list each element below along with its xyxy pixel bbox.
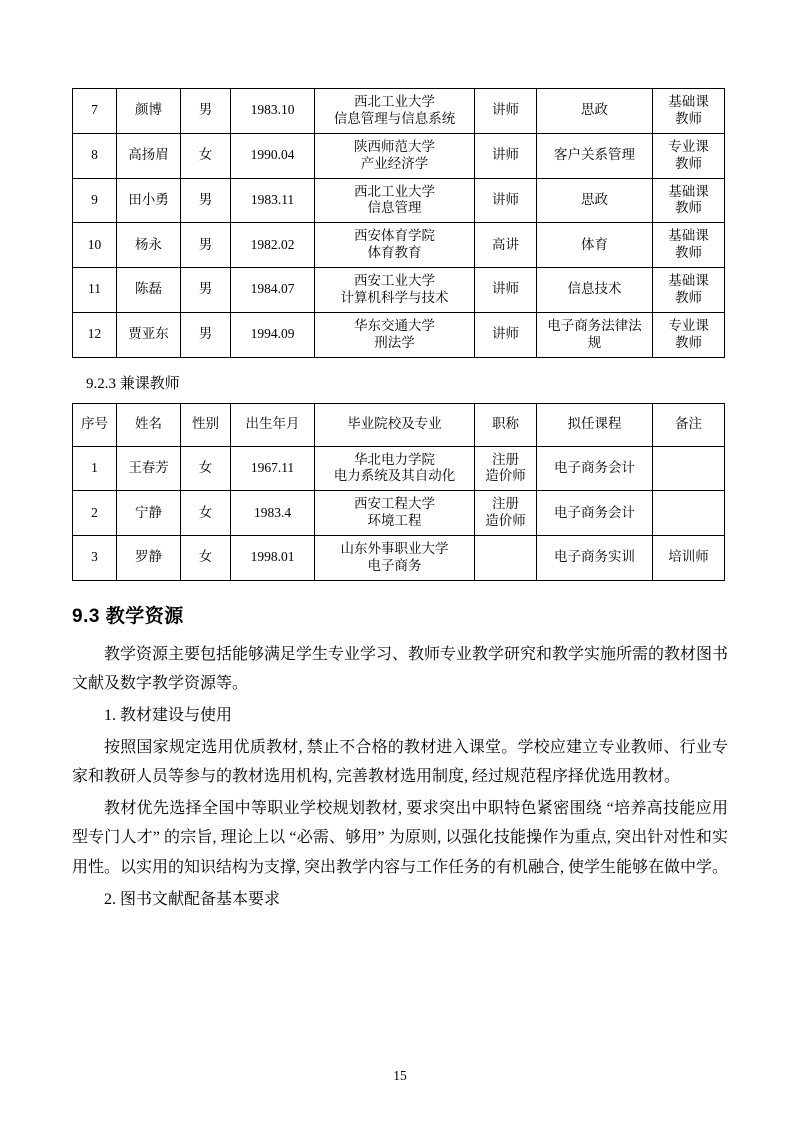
cell-birth: 1983.4	[231, 491, 315, 536]
cell-course: 电子商务法律法 规	[537, 312, 653, 357]
cell-title: 注册 造价师	[475, 446, 537, 491]
teachers-table-continued	[72, 88, 725, 358]
cell-name: 罗静	[117, 536, 181, 581]
cell-birth: 1967.11	[231, 446, 315, 491]
section-heading-9-3: 9.3 教学资源	[72, 605, 184, 627]
header-school: 毕业院校及专业	[315, 403, 475, 446]
table-row	[73, 446, 725, 491]
cell-course: 电子商务会计	[537, 491, 653, 536]
cell-school: 西北工业大学 信息管理	[315, 178, 475, 223]
cell-title: 讲师	[475, 178, 537, 223]
cell-school: 华北电力学院 电力系统及其自动化	[315, 446, 475, 491]
cell-remark: 基础课 教师	[653, 178, 725, 223]
table-row	[73, 268, 725, 313]
header-gender: 性别	[181, 403, 231, 446]
cell-name: 宁静	[117, 491, 181, 536]
table-row	[73, 133, 725, 178]
item-1-paragraph-2: 教材优先选择全国中等职业学校规划教材, 要求突出中职特色紧密围绕 “培养高技能应用型专门人才” 的宗旨, 理论上以 “必需、够用” 为原则, 以强化技能操作为重点, 突出针对性和实用性。以实用的知识结构为支撑, 突出教学内容与工作任务的有机融合, 使学生能够在做中学。	[72, 799, 729, 876]
cell-course: 思政	[537, 178, 653, 223]
page-number: 15	[393, 1068, 407, 1083]
cell-remark	[653, 491, 725, 536]
cell-gender: 男	[181, 178, 231, 223]
cell-gender: 女	[181, 491, 231, 536]
cell-school: 华东交通大学 刑法学	[315, 312, 475, 357]
cell-birth: 1990.04	[231, 133, 315, 178]
cell-title: 讲师	[475, 89, 537, 134]
cell-no: 7	[73, 89, 117, 134]
cell-no: 8	[73, 133, 117, 178]
table-row	[73, 89, 725, 134]
cell-remark: 专业课 教师	[653, 312, 725, 357]
cell-remark: 培训师	[653, 536, 725, 581]
cell-name: 田小勇	[117, 178, 181, 223]
header-title: 职称	[475, 403, 537, 446]
parttime-teachers-table	[72, 403, 725, 581]
header-name: 姓名	[117, 403, 181, 446]
cell-school: 西安工业大学 计算机科学与技术	[315, 268, 475, 313]
cell-title: 讲师	[475, 312, 537, 357]
cell-name: 高扬眉	[117, 133, 181, 178]
cell-name: 陈磊	[117, 268, 181, 313]
cell-course: 客户关系管理	[537, 133, 653, 178]
cell-gender: 男	[181, 223, 231, 268]
cell-remark: 专业课 教师	[653, 133, 725, 178]
cell-name: 王春芳	[117, 446, 181, 491]
cell-no: 10	[73, 223, 117, 268]
table-header-row	[73, 403, 725, 446]
cell-gender: 女	[181, 446, 231, 491]
cell-school: 西北工业大学 信息管理与信息系统	[315, 89, 475, 134]
cell-title: 注册 造价师	[475, 491, 537, 536]
cell-remark: 基础课 教师	[653, 223, 725, 268]
cell-gender: 男	[181, 89, 231, 134]
table-row	[73, 491, 725, 536]
item-2-title: 2. 图书文献配备基本要求	[104, 890, 281, 908]
cell-remark: 基础课 教师	[653, 89, 725, 134]
cell-name: 颜博	[117, 89, 181, 134]
cell-title: 讲师	[475, 133, 537, 178]
cell-no: 11	[73, 268, 117, 313]
cell-no: 3	[73, 536, 117, 581]
table-row	[73, 223, 725, 268]
subheading-9-2-3: 9.2.3 兼课教师	[86, 375, 180, 392]
section-intro-paragraph: 教学资源主要包括能够满足学生专业学习、教师专业教学研究和教学实施所需的教材图书文献及数字教学资源等。	[72, 645, 729, 693]
cell-school: 西安工程大学 环境工程	[315, 491, 475, 536]
cell-course: 体育	[537, 223, 653, 268]
cell-gender: 男	[181, 268, 231, 313]
cell-school: 山东外事职业大学 电子商务	[315, 536, 475, 581]
table-row	[73, 312, 725, 357]
item-1-paragraph-1: 按照国家规定选用优质教材, 禁止不合格的教材进入课堂。学校应建立专业教师、行业专家和教研人员等参与的教材选用机构, 完善教材选用制度, 经过规范程序择优选用教材。	[72, 738, 728, 786]
cell-remark: 基础课 教师	[653, 268, 725, 313]
cell-gender: 女	[181, 536, 231, 581]
cell-title	[475, 536, 537, 581]
cell-no: 12	[73, 312, 117, 357]
cell-course: 信息技术	[537, 268, 653, 313]
cell-birth: 1982.02	[231, 223, 315, 268]
header-remark: 备注	[653, 403, 725, 446]
cell-birth: 1983.11	[231, 178, 315, 223]
cell-birth: 1998.01	[231, 536, 315, 581]
cell-title: 讲师	[475, 268, 537, 313]
cell-remark	[653, 446, 725, 491]
header-birth: 出生年月	[231, 403, 315, 446]
cell-gender: 女	[181, 133, 231, 178]
cell-no: 9	[73, 178, 117, 223]
cell-school: 陕西师范大学 产业经济学	[315, 133, 475, 178]
header-no: 序号	[73, 403, 117, 446]
table-row	[73, 178, 725, 223]
item-1-title: 1. 教材建设与使用	[104, 706, 233, 724]
cell-name: 杨永	[117, 223, 181, 268]
cell-school: 西安体育学院 体育教育	[315, 223, 475, 268]
cell-birth: 1984.07	[231, 268, 315, 313]
cell-no: 2	[73, 491, 117, 536]
table-row	[73, 536, 725, 581]
cell-course: 思政	[537, 89, 653, 134]
cell-name: 贾亚东	[117, 312, 181, 357]
cell-birth: 1983.10	[231, 89, 315, 134]
cell-gender: 男	[181, 312, 231, 357]
header-course: 拟任课程	[537, 403, 653, 446]
cell-title: 高讲	[475, 223, 537, 268]
cell-course: 电子商务实训	[537, 536, 653, 581]
cell-course: 电子商务会计	[537, 446, 653, 491]
cell-no: 1	[73, 446, 117, 491]
cell-birth: 1994.09	[231, 312, 315, 357]
